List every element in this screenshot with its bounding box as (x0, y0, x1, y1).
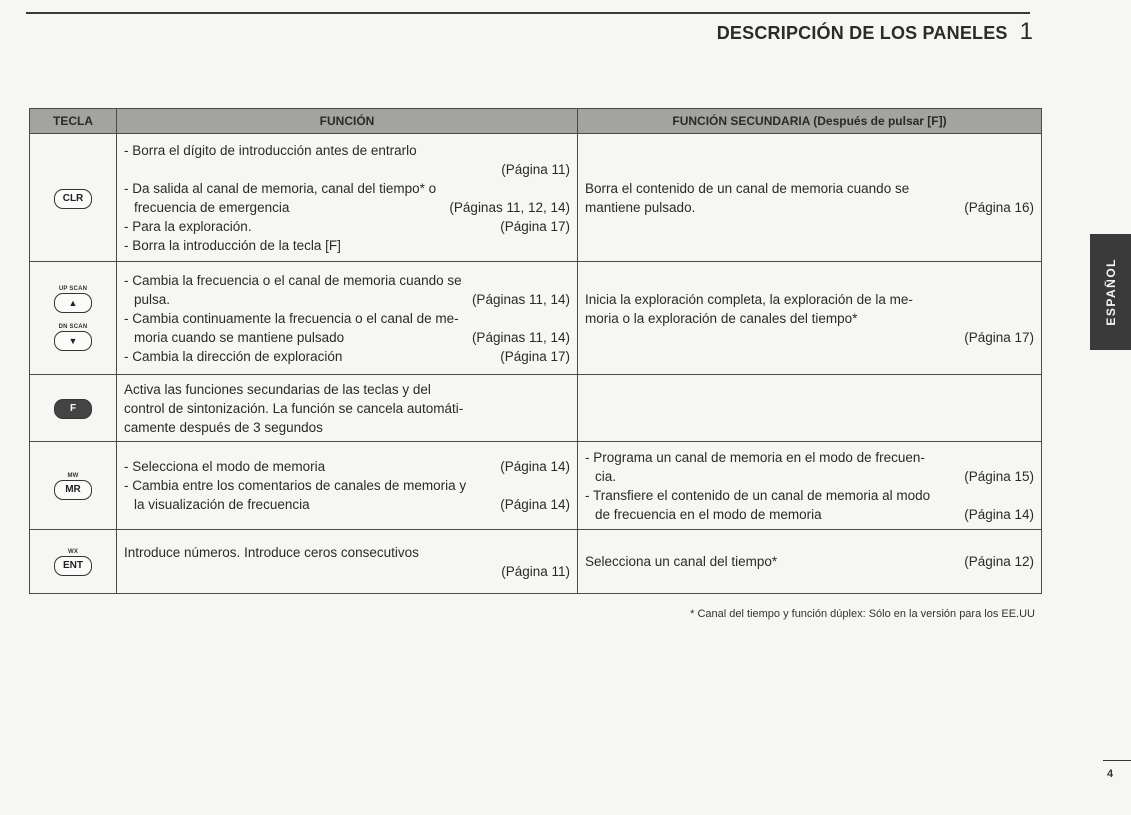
key-cell (30, 442, 117, 530)
ent-key (37, 548, 109, 576)
key-cell (30, 262, 117, 375)
secondary-ref: (Página 12) (964, 554, 1034, 569)
mr-key (37, 472, 109, 500)
function-line (124, 476, 570, 495)
f-key-icon (54, 399, 92, 419)
function-line (124, 179, 570, 198)
function-text: camente después de 3 segundos (124, 419, 323, 435)
column-header-funcion: FUNCIÓN (117, 109, 578, 134)
secondary-text: moria o la exploración de canales del tiempo* (585, 310, 858, 326)
secondary-function-cell (578, 530, 1042, 594)
function-text: - Cambia entre los comentarios de canales de memoria y (124, 478, 467, 493)
f-key-label: F (69, 403, 77, 414)
down-scan-key (37, 323, 109, 351)
secondary-line (585, 486, 1034, 505)
function-text: - Borra el dígito de introducción antes de entrarlo (124, 142, 417, 158)
up-arrow-key-icon: ▲ (54, 293, 92, 313)
secondary-function-cell (578, 442, 1042, 530)
function-text: pulsa. (134, 291, 171, 307)
chapter-number: 1 (1019, 18, 1033, 45)
mr-key-icon: MR (54, 480, 92, 500)
function-ref: (Página 11) (501, 161, 570, 177)
secondary-text: - Transfiere el contenido de un canal de memoria al modo (585, 487, 931, 503)
function-line (124, 236, 570, 255)
function-line (124, 217, 570, 236)
function-line (124, 198, 570, 217)
secondary-line (585, 198, 1034, 217)
secondary-function-cell (578, 134, 1042, 262)
key-function-table (29, 108, 1042, 594)
function-text: la visualización de frecuencia (134, 497, 310, 512)
top-rule (26, 12, 1030, 14)
function-line (124, 271, 570, 290)
function-cell (117, 530, 578, 594)
page-header (717, 18, 1033, 46)
function-text: - Selecciona el modo de memoria (124, 459, 326, 474)
footnote: * Canal del tiempo y función dúplex: Sólo en la versión para los EE.UU (690, 608, 1035, 620)
function-ref: (Página 17) (500, 348, 570, 364)
ent-key-icon: ENT (54, 556, 92, 576)
table-header-row (30, 109, 1042, 134)
function-text: - Borra la introducción de la tecla [F] (124, 237, 341, 253)
clr-key-icon: CLR (54, 189, 92, 209)
function-cell (117, 442, 578, 530)
page-number: 4 (1107, 768, 1114, 780)
down-scan-label: DN SCAN (58, 324, 88, 330)
function-line (124, 495, 570, 514)
up-scan-label: UP SCAN (58, 286, 88, 292)
secondary-line (585, 448, 1034, 467)
up-scan-key (37, 285, 109, 313)
function-text: control de sintonización. La función se cancela automáti- (124, 400, 464, 416)
language-tab-label: ESPAÑOL (1103, 258, 1118, 326)
down-arrow-key-icon: ▼ (54, 331, 92, 351)
function-text: moria cuando se mantiene pulsado (134, 329, 345, 345)
mw-label: MW (67, 472, 79, 479)
function-ref: (Páginas 11, 12, 14) (449, 199, 570, 215)
function-line (124, 543, 570, 562)
page-number-rule (1103, 760, 1131, 761)
function-text: - Da salida al canal de memoria, canal del tiempo* o (124, 180, 437, 196)
key-cell (30, 375, 117, 442)
column-header-funcion-secundaria: FUNCIÓN SECUNDARIA (Después de pulsar [F]) (578, 109, 1042, 134)
function-line (124, 457, 570, 476)
column-header-tecla: TECLA (30, 109, 117, 134)
table-row (30, 134, 1042, 262)
function-ref: (Página 14) (500, 459, 570, 474)
secondary-function-cell (578, 375, 1042, 442)
function-ref: (Páginas 11, 14) (471, 291, 570, 307)
secondary-text: - Programa un canal de memoria en el modo de frecuen- (585, 449, 925, 465)
table-row (30, 375, 1042, 442)
secondary-text: Borra el contenido de un canal de memoria cuando se (585, 180, 910, 196)
secondary-text: mantiene pulsado. (585, 199, 696, 215)
function-line (124, 290, 570, 309)
secondary-function-cell (578, 262, 1042, 375)
secondary-ref: (Página 15) (964, 468, 1034, 484)
function-text: frecuencia de emergencia (134, 199, 290, 215)
function-cell (117, 262, 578, 375)
secondary-line (585, 179, 1034, 198)
secondary-line (585, 467, 1034, 486)
secondary-text: Selecciona un canal del tiempo* (585, 554, 778, 569)
function-ref: (Página 11) (501, 563, 570, 579)
table-row (30, 530, 1042, 594)
secondary-ref: (Página 14) (964, 506, 1034, 522)
language-tab (1090, 234, 1131, 350)
secondary-line (585, 552, 1034, 571)
function-text: - Cambia continuamente la frecuencia o el canal de me- (124, 310, 459, 326)
function-line (124, 309, 570, 328)
function-line (124, 328, 570, 347)
page-title: DESCRIPCIÓN DE LOS PANELES (716, 23, 1008, 43)
secondary-text: de frecuencia en el modo de memoria (595, 506, 822, 522)
function-line (124, 141, 570, 160)
secondary-text: cia. (595, 468, 617, 484)
function-ref: (Página 14) (500, 497, 570, 512)
function-cell (117, 134, 578, 262)
secondary-line (585, 505, 1034, 524)
function-text: - Para la exploración. (124, 218, 252, 234)
function-ref: (Página 17) (500, 218, 570, 234)
function-text: Activa las funciones secundarias de las teclas y del (124, 381, 431, 397)
function-ref: (Páginas 11, 14) (471, 329, 570, 345)
wx-label: WX (67, 548, 79, 555)
key-cell (30, 530, 117, 594)
function-line (124, 347, 570, 366)
secondary-ref: (Página 17) (964, 329, 1034, 345)
function-cell (117, 375, 578, 442)
secondary-ref: (Página 16) (964, 199, 1034, 215)
function-text: - Cambia la dirección de exploración (124, 348, 343, 364)
table-row (30, 262, 1042, 375)
secondary-line (585, 309, 1034, 328)
function-text: Introduce números. Introduce ceros consecutivos (124, 544, 419, 560)
table-row (30, 442, 1042, 530)
key-cell (30, 134, 117, 262)
function-text: - Cambia la frecuencia o el canal de memoria cuando se (124, 272, 462, 288)
secondary-line (585, 290, 1034, 309)
secondary-text: Inicia la exploración completa, la exploración de la me- (585, 291, 913, 307)
